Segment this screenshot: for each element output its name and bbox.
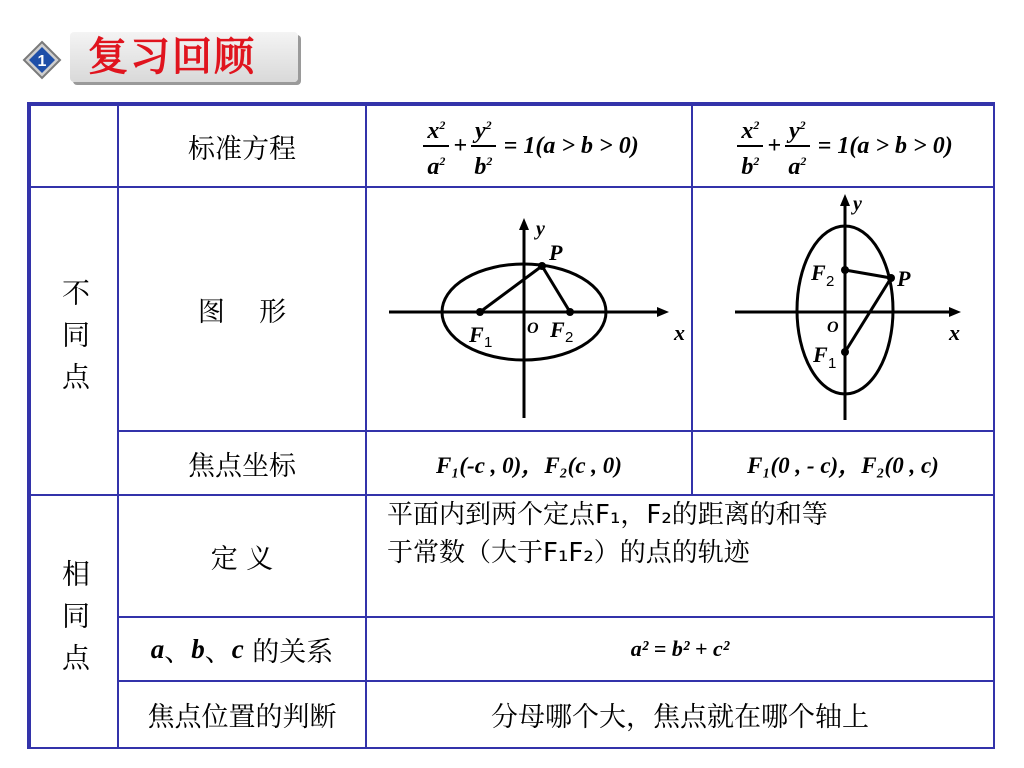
point-p xyxy=(538,262,546,270)
page-title: 复习回顾 xyxy=(88,34,256,80)
origin-label: O xyxy=(827,319,839,336)
x-axis-label: x xyxy=(949,320,960,345)
equation-vertical: $\frac{x^2}{b^2}$ + $\frac{y^2}{a^2}$ = 1 (a > b > 0) xyxy=(691,104,995,188)
origin-label: O xyxy=(527,320,539,337)
label-focus-coordinates: 焦点坐标 xyxy=(117,430,367,496)
y-axis-arrow xyxy=(519,218,529,230)
empty-corner-cell xyxy=(29,104,119,188)
focus-f2-point xyxy=(841,266,849,274)
graph-horizontal-ellipse-cell xyxy=(365,186,693,432)
focus-f1-point xyxy=(476,308,484,316)
segment-f2-p xyxy=(845,270,891,278)
point-p-label: P xyxy=(897,266,911,291)
y-axis-arrow xyxy=(840,194,850,206)
graph-vertical-ellipse-cell xyxy=(691,186,995,432)
x-axis-arrow xyxy=(949,307,961,317)
label-definition: 定 义 xyxy=(117,494,367,618)
comparison-table xyxy=(27,102,995,749)
row-header-same: 相同点 xyxy=(29,494,119,749)
f1-subscript: 1 xyxy=(828,355,837,372)
label-focus-position: 焦点位置的判断 xyxy=(117,680,367,749)
definition-text xyxy=(365,494,995,618)
abc-relation-formula: a² = b² + c² xyxy=(365,616,995,682)
vertical-ellipse-graph xyxy=(695,190,991,428)
definition-line-1: 平面内到两个定点F₁，F₂的距离的和等 xyxy=(387,500,828,530)
label-graph: 图 形 xyxy=(117,186,367,432)
focus-coords-vertical: F₁(0 , - c)，F₂(0 , c) xyxy=(691,430,995,496)
label-abc-relation: a 、 b 、 c 的关系 xyxy=(117,616,367,682)
focus-position-rule: 分母哪个大，焦点就在哪个轴上 xyxy=(365,680,995,749)
segment-f1-p xyxy=(480,266,542,312)
x-axis-arrow xyxy=(657,307,669,317)
definition-line-2: 于常数（大于F₁F₂）的点的轨迹 xyxy=(387,538,750,568)
focus-f1-point xyxy=(841,348,849,356)
point-p-label: P xyxy=(549,240,563,265)
y-axis-label: y xyxy=(536,218,545,240)
y-axis-label: y xyxy=(853,193,862,215)
focus-f2-point xyxy=(566,308,574,316)
f2-subscript: 2 xyxy=(826,273,835,290)
x-axis-label: x xyxy=(674,320,685,345)
point-p xyxy=(887,274,895,282)
f1-subscript: 1 xyxy=(484,334,493,351)
badge-icon xyxy=(22,40,62,80)
f1-label: F xyxy=(469,322,484,347)
focus-coords-horizontal: F₁(-c , 0)，F₂(c , 0) xyxy=(365,430,693,496)
f2-label: F xyxy=(811,260,826,285)
f2-label: F xyxy=(550,317,565,342)
badge-number: 1 xyxy=(37,53,47,70)
segment-p-f1 xyxy=(845,278,891,352)
f1-label: F xyxy=(813,342,828,367)
equation-horizontal: $\frac{x^2}{a^2}$ + $\frac{y^2}{b^2}$ = 1 (a > b > 0) xyxy=(365,104,693,188)
segment-p-f2 xyxy=(542,266,570,312)
f2-subscript: 2 xyxy=(565,329,574,346)
horizontal-ellipse-graph xyxy=(369,190,689,428)
row-header-different: 不同点 xyxy=(29,186,119,496)
label-standard-equation: 标准方程 xyxy=(117,104,367,188)
